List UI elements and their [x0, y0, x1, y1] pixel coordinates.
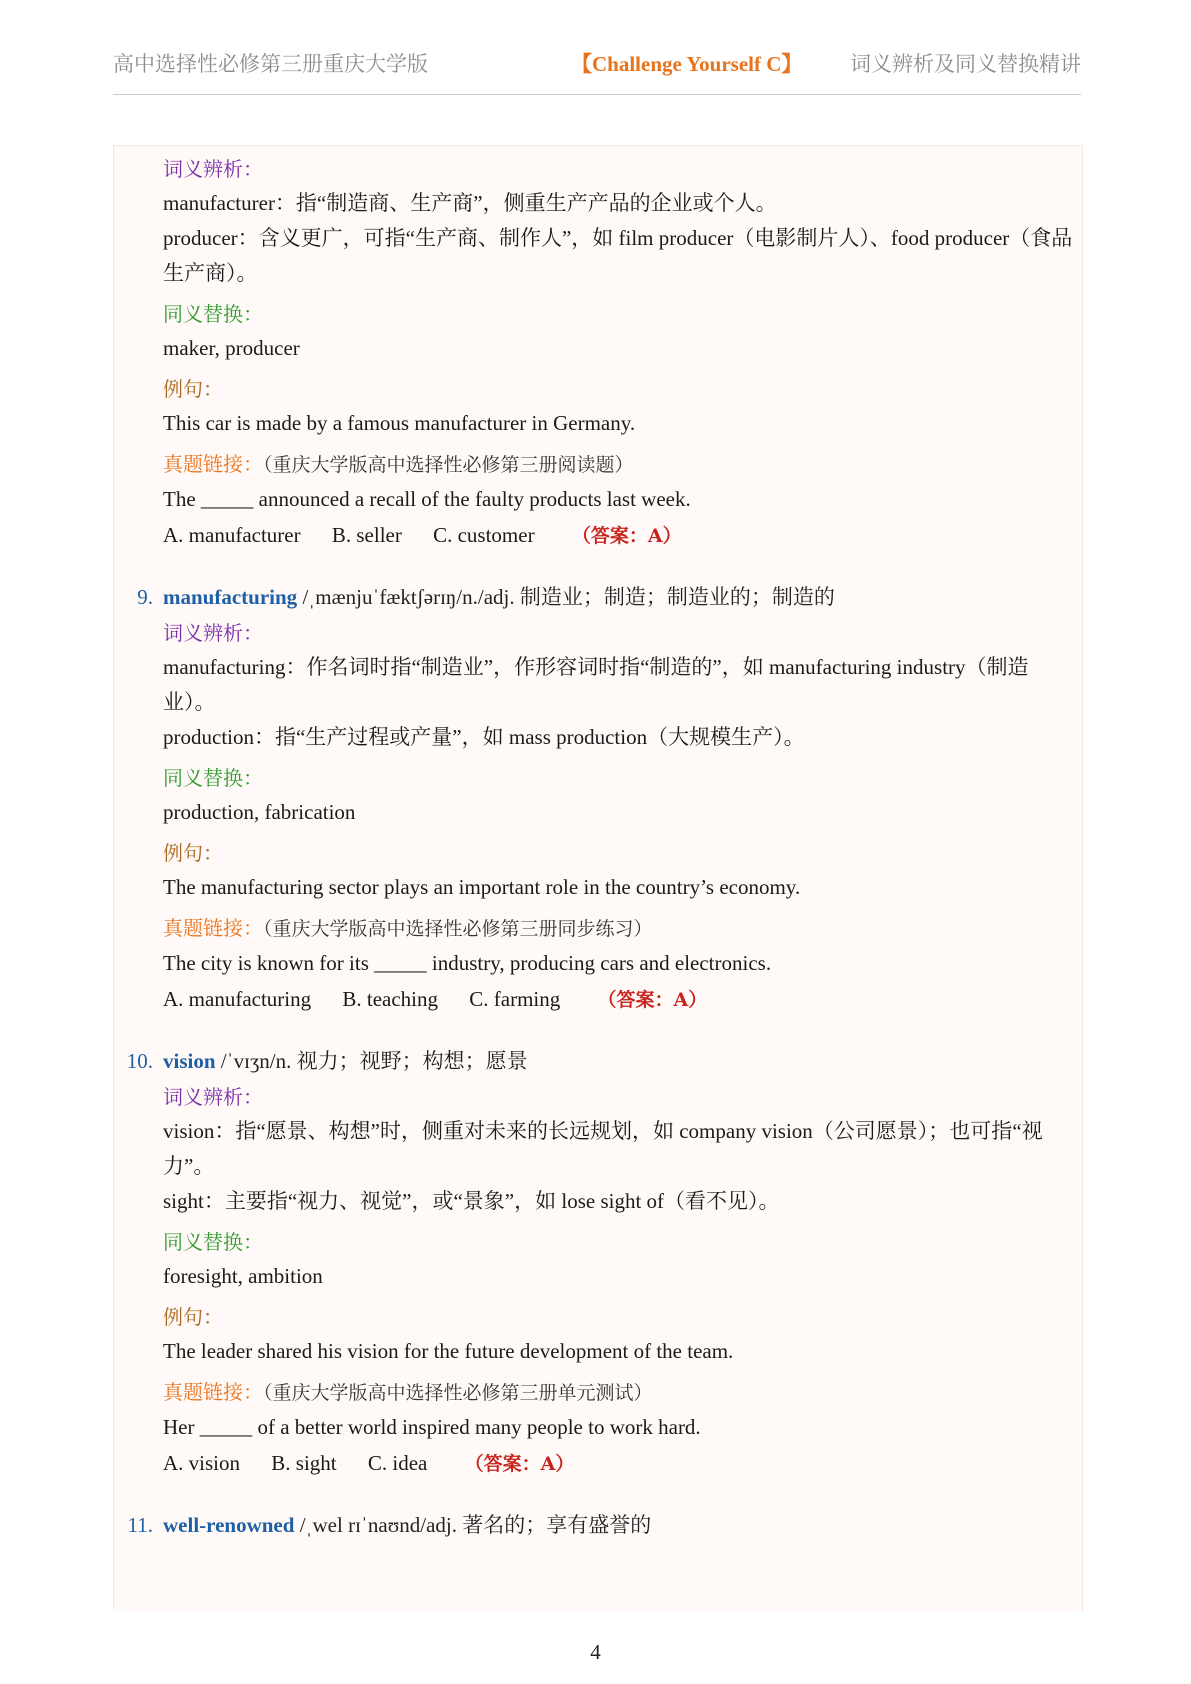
analysis-text: production：指“生产过程或产量”，如 mass production（大规模生产）。 [163, 725, 805, 749]
analysis-text: manufacturer：指“制造商、生产商”，侧重生产产品的企业或个人。 [163, 191, 777, 215]
header-unit-title: 【Challenge Yourself C】 [571, 52, 803, 76]
entry-manufacturing [113, 580, 1073, 1018]
entry-well-renowned [113, 1508, 1073, 1542]
synonyms-text: foresight, ambition [163, 1264, 323, 1288]
analysis-text: producer：含义更广，可指“生产商、制作人”，如 film producer（电影制片人）、food producer（食品生产商）。 [163, 226, 1073, 285]
exam-link-label: 真题链接： [163, 452, 263, 476]
entry-number: 10. [126, 1049, 153, 1073]
exam-question: The _____ announced a recall of the faulty products last week. [163, 487, 691, 511]
synonyms-text: maker, producer [163, 336, 300, 360]
exam-link-source: （重庆大学版高中选择性必修第三册同步练习） [263, 918, 653, 940]
exam-question: The city is known for its _____ industry, producing cars and electronics. [163, 951, 772, 975]
entry-number: 11. [127, 1513, 153, 1537]
example-label: 例句： [163, 841, 223, 865]
exam-link [163, 911, 1073, 946]
exam-link-label: 真题链接： [163, 1380, 263, 1404]
answer: （答案：A） [571, 525, 682, 547]
answer: （答案：A） [597, 989, 708, 1011]
exam-link-source: （重庆大学版高中选择性必修第三册阅读题） [263, 454, 634, 476]
headword: vision [163, 1049, 216, 1073]
option-c: C. farming [469, 987, 561, 1011]
option-a: A. manufacturing [163, 987, 312, 1011]
analysis-text: vision：指“愿景、构想”时，侧重对未来的长远规划，如 company vision（公司愿景）；也可指“视力”。 [163, 1119, 1043, 1178]
headword: well-renowned [163, 1513, 295, 1537]
page-number: 4 [590, 1640, 601, 1664]
example-sentence: This car is made by a famous manufacturer in Germany. [163, 411, 636, 435]
option-a: A. vision [163, 1451, 241, 1475]
entry-manufacturer [113, 152, 1073, 554]
page-header [113, 40, 1081, 95]
option-c: C. idea [367, 1451, 428, 1475]
pronunciation-definition: /ˌmænjuˈfæktʃərɪŋ/n./adj. 制造业；制造；制造业的；制造的 [297, 585, 835, 609]
exam-link-source: （重庆大学版高中选择性必修第三册单元测试） [263, 1382, 653, 1404]
pronunciation-definition: /ˈvɪʒn/n. 视力；视野；构想；愿景 [215, 1049, 528, 1073]
headword-line [113, 580, 1073, 614]
exam-options [163, 517, 1073, 554]
exam-link [163, 1375, 1073, 1410]
exam-options [163, 981, 1073, 1018]
entry-number: 9. [137, 585, 153, 609]
header-book-title: 高中选择性必修第三册重庆大学版 [113, 52, 428, 76]
example-label: 例句： [163, 1305, 223, 1329]
example-label: 例句： [163, 377, 223, 401]
answer: （答案：A） [464, 1453, 575, 1475]
option-b: B. sight [271, 1451, 337, 1475]
exam-question: Her _____ of a better world inspired many people to work hard. [163, 1415, 701, 1439]
pronunciation-definition: /ˌwel rɪˈnaʊnd/adj. 著名的；享有盛誉的 [294, 1513, 652, 1537]
headword: manufacturing [163, 585, 298, 609]
headword-line [113, 1044, 1073, 1078]
analysis-label: 词义辨析： [163, 157, 263, 181]
synonyms-label: 同义替换： [163, 766, 263, 790]
exam-link-label: 真题链接： [163, 916, 263, 940]
option-c: C. customer [433, 523, 535, 547]
option-a: A. manufacturer [163, 523, 301, 547]
example-sentence: The leader shared his vision for the future development of the team. [163, 1339, 734, 1363]
example-sentence: The manufacturing sector plays an important role in the country’s economy. [163, 875, 801, 899]
analysis-text: sight：主要指“视力、视觉”，或“景象”，如 lose sight of（看不见）。 [163, 1189, 780, 1213]
entry-vision [113, 1044, 1073, 1482]
synonyms-label: 同义替换： [163, 1230, 263, 1254]
synonyms-text: production, fabrication [163, 800, 356, 824]
header-topic: 词义辨析及同义替换精讲 [850, 52, 1081, 76]
synonyms-label: 同义替换： [163, 302, 263, 326]
exam-link [163, 447, 1073, 482]
analysis-text: manufacturing：作名词时指“制造业”，作形容词时指“制造的”，如 manufacturing industry（制造业）。 [163, 655, 1029, 714]
analysis-label: 词义辨析： [163, 1085, 263, 1109]
exam-options [163, 1445, 1073, 1482]
option-b: B. teaching [342, 987, 439, 1011]
headword-line [113, 1508, 1073, 1542]
entries-list [113, 152, 1073, 1568]
option-b: B. seller [331, 523, 402, 547]
analysis-label: 词义辨析： [163, 621, 263, 645]
